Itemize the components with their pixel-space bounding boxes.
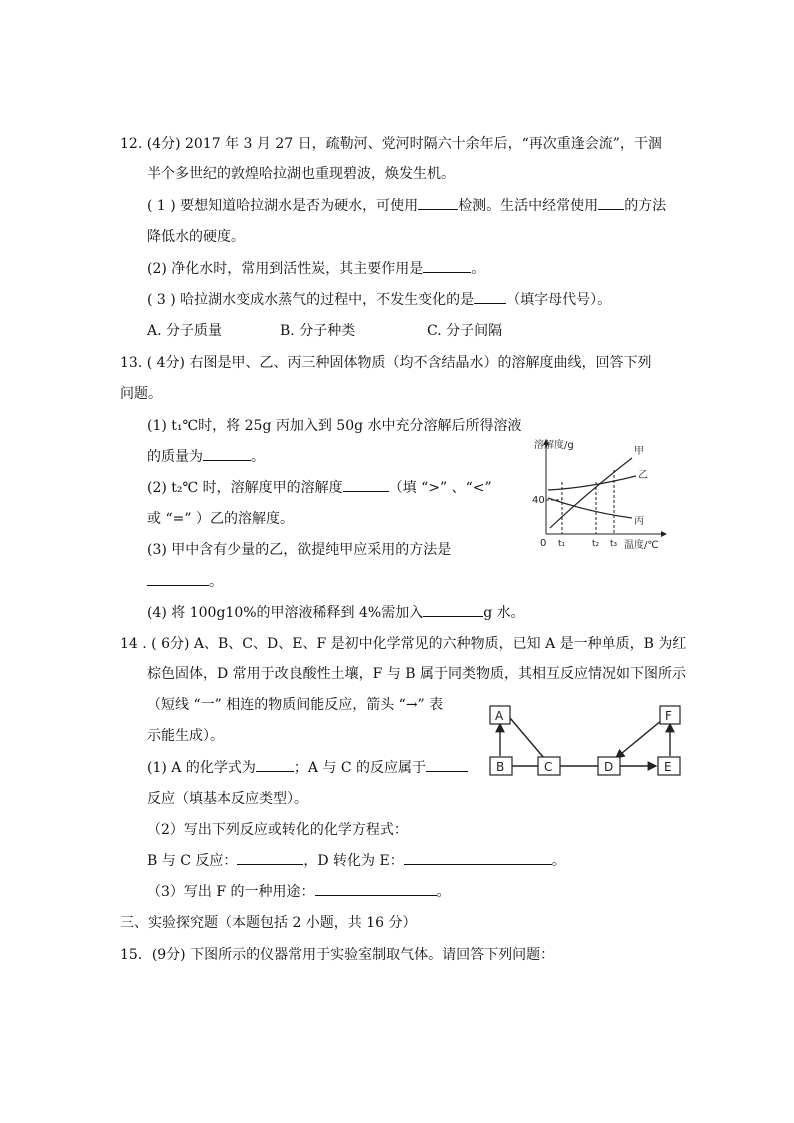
q12-part2-text-b: 。 (471, 261, 486, 277)
chart-origin: 0 (540, 538, 547, 549)
answer-blank[interactable] (256, 758, 294, 772)
q14-part3-text-a: （3）写出 F 的一种用途： (147, 884, 315, 900)
q13-part2-cont: 或 “=” ）乙的溶解度。 (147, 511, 294, 527)
q14-part2-text-c: 。 (551, 853, 566, 869)
q14-line3: （短线 “一” 相连的物质间能反应，箭头 “→” 表 (147, 697, 444, 713)
q13-part3-cont (147, 572, 223, 592)
q14-part2-text-a: B 与 C 反应： (147, 853, 238, 869)
answer-blank[interactable] (418, 196, 458, 210)
link-a-c (510, 718, 544, 758)
q14-part3 (147, 882, 451, 902)
answer-blank[interactable] (315, 882, 437, 896)
q12-option-a: A. 分子质量 (147, 323, 223, 339)
q14-part1-text-b: ；A 与 C 的反应属于 (293, 760, 427, 776)
series-label-jia: 甲 (634, 446, 644, 457)
q13-part1-cont (147, 447, 265, 467)
q14-line1: 14 . ( 6分) A、B、C、D、E、F 是初中化学常见的六种物质，已知 A 是一种单质，B 为红 (120, 636, 687, 652)
chart-ylabel: 溶解度/g (534, 440, 574, 451)
q13-part4-text-a: (4) 将 100g10%的甲溶液稀释到 4%需加入 (147, 605, 424, 621)
node-b-label: B (496, 760, 505, 774)
node-c-label: C (544, 760, 553, 774)
q14-part2: （2）写出下列反应或转化的化学方程式： (147, 822, 408, 838)
q14-part2-text-b: ，D 转化为 E： (303, 853, 404, 869)
answer-blank[interactable] (426, 758, 468, 772)
q14-part2-equations (147, 851, 566, 871)
q13-part1: (1) t₁℃时，将 25g 丙加入到 50g 水中充分溶解后所得溶液 (147, 418, 522, 434)
chart-xtick-t1: t₁ (558, 539, 566, 549)
q12-part1-text-a: ( 1 ) 要想知道哈拉湖水是否为硬水，可使用 (147, 198, 419, 214)
q12-line2: 半个多世纪的敦煌哈拉湖也重现碧波，焕发生机。 (147, 166, 455, 182)
series-bing-curve (548, 498, 632, 518)
answer-blank[interactable] (598, 196, 624, 210)
node-a-label: A (495, 709, 504, 723)
chart-xtick-t3: t₃ (610, 539, 618, 549)
q13-part3: (3) 甲中含有少量的乙，欲提纯甲应采用的方法是 (147, 542, 452, 558)
q13-line1: 13. ( 4分) 右图是甲、乙、丙三种固体物质（均不含结晶水）的溶解度曲线，回答下列 (120, 355, 652, 371)
series-label-bing: 丙 (634, 516, 644, 527)
node-f-label: F (665, 709, 672, 723)
solubility-chart (528, 432, 668, 552)
q15-line1: 15．(9分) 下图所示的仪器常用于实验室制取气体。请回答下列问题： (120, 947, 555, 963)
chart-ytick-40: 40 (532, 495, 545, 506)
q14-part1-cont: 反应（填基本反应类型）。 (147, 791, 308, 807)
series-yi-curve (548, 476, 636, 490)
chart-xlabel: 温度/℃ (624, 540, 659, 551)
q13-part2-text-a: (2) t₂℃ 时，溶解度甲的溶解度 (147, 480, 343, 496)
q12-part2-text-a: (2) 净化水时，常用到活性炭，其主要作用是 (147, 261, 424, 277)
answer-blank[interactable] (343, 478, 389, 492)
q14-part1 (147, 758, 468, 778)
q12-part2 (147, 259, 485, 279)
q12-part1-text-c: 的方法 (624, 198, 667, 214)
section-heading: 三、实验探究题（本题包括 2 小题，共 16 分） (120, 915, 417, 931)
q14-line2: 棕色固体，D 常用于改良酸性土壤，F 与 B 属于同类物质，其相互反应情况如下图所示 (147, 666, 687, 682)
q13-part2 (147, 478, 492, 498)
q13-part1-text-b: 的质量为 (147, 449, 203, 465)
q14-part3-text-b: 。 (436, 884, 451, 900)
q12-part3-text-a: ( 3 ) 哈拉湖水变成水蒸气的过程中，不发生变化的是 (147, 292, 475, 308)
q12-line1: 12. (4分) 2017 年 3 月 27 日，疏勒河、党河时隔六十余年后，“再次重逢会流”，干涸 (120, 136, 662, 152)
q13-part2-text-b: （填 “>” 、“<” (388, 480, 492, 496)
q13-part3-text-b: 。 (209, 574, 223, 590)
answer-blank[interactable] (237, 851, 303, 865)
answer-blank[interactable] (203, 447, 251, 461)
q12-part1 (147, 196, 666, 216)
node-e-label: E (664, 760, 672, 774)
q14-line4: 示能生成）。 (147, 728, 224, 744)
q14-part1-text-a: (1) A 的化学式为 (147, 760, 256, 776)
chart-xtick-t2: t₂ (592, 539, 600, 549)
q12-part1-cont: 降低水的硬度。 (147, 229, 245, 245)
answer-blank[interactable] (423, 603, 483, 617)
q13-line2: 问题。 (120, 386, 162, 402)
answer-blank[interactable] (404, 851, 552, 865)
link-f-to-d (616, 720, 662, 758)
answer-blank[interactable] (423, 259, 471, 273)
answer-blank[interactable] (474, 290, 506, 304)
q12-part1-text-b: 检测。生活中经常使用 (458, 198, 599, 214)
q12-option-c: C. 分子间隔 (427, 323, 503, 339)
q13-part4-text-b: g 水。 (483, 605, 525, 621)
answer-blank[interactable] (147, 572, 209, 586)
reaction-diagram (484, 700, 690, 784)
series-label-yi: 乙 (638, 470, 648, 481)
q12-part3 (147, 290, 611, 310)
node-d-label: D (604, 760, 614, 774)
q13-part1-text-c: 。 (251, 449, 265, 465)
q12-part3-text-b: （填字母代号）。 (506, 292, 612, 308)
q12-option-b: B. 分子种类 (280, 323, 356, 339)
q13-part4 (147, 603, 525, 623)
